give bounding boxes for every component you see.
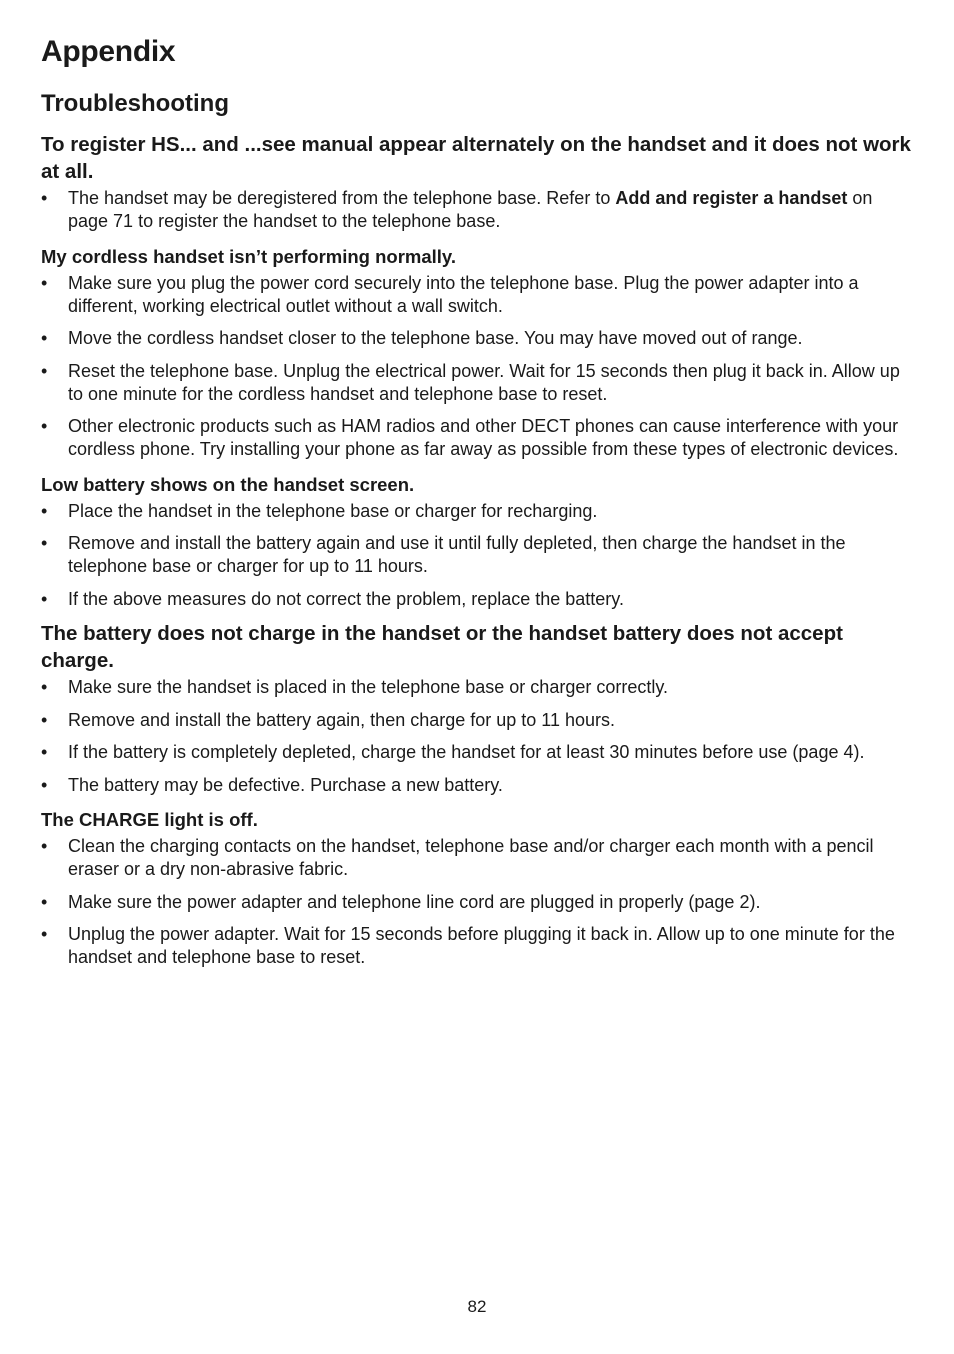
item-text: The handset may be deregistered from the telephone base. Refer to	[68, 188, 616, 208]
bullet-icon: •	[41, 500, 48, 521]
list-item	[41, 415, 916, 461]
list-item	[41, 187, 916, 233]
troubleshoot-section-register	[41, 131, 916, 233]
bullet-list	[41, 272, 916, 462]
bullet-icon: •	[41, 188, 48, 208]
item-text: Unplug the power adapter. Wait for 15 seconds before plugging it back in. Allow up to one minute for the handset and telephone base to reset.	[68, 924, 895, 967]
bullet-icon: •	[41, 709, 48, 730]
list-item	[41, 588, 916, 611]
section-title: My cordless handset isn’t performing normally.	[41, 245, 456, 267]
item-text: on page 71 to register the handset to the telephone base.	[68, 188, 873, 231]
bullet-icon: •	[41, 774, 48, 795]
list-item	[41, 360, 916, 406]
item-text: Make sure the power adapter and telephone line cord are plugged in properly (page 2).	[68, 891, 761, 912]
troubleshoot-section-charge-light	[41, 806, 916, 969]
item-text: Move the cordless handset closer to the telephone base. You may have moved out of range.	[68, 328, 803, 348]
item-text: If the above measures do not correct the problem, replace the battery.	[68, 588, 624, 609]
item-text: Place the handset in the telephone base or charger for recharging.	[68, 500, 598, 521]
list-item	[41, 272, 916, 318]
bullet-list	[41, 187, 916, 233]
bullet-list	[41, 676, 916, 797]
item-text: Remove and install the battery again, then charge for up to 11 hours.	[68, 709, 616, 730]
list-item	[41, 923, 916, 969]
list-item	[41, 532, 916, 578]
bullet-icon: •	[41, 533, 48, 553]
list-item	[41, 676, 916, 699]
section-title: To register HS... and ...see manual appear alternately on the handset and it does not work at all.	[41, 133, 911, 183]
list-item	[41, 835, 916, 881]
section-title: The battery does not charge in the handset or the handset battery does not accept charge.	[41, 622, 843, 672]
item-text: Remove and install the battery again and use it until fully depleted, then charge the handset in the telephone base or charger for up to 11 hours.	[68, 533, 846, 576]
troubleshoot-section-handset	[41, 243, 916, 462]
item-text: If the battery is completely depleted, charge the handset for at least 30 minutes before use (page 4).	[68, 742, 865, 762]
list-item	[41, 741, 916, 764]
list-item	[41, 327, 916, 350]
bullet-icon: •	[41, 360, 48, 381]
list-item	[41, 774, 916, 797]
bullet-icon: •	[41, 328, 48, 348]
item-text: Make sure you plug the power cord securely into the telephone base. Plug the power adapter into a different, working electrical outlet without a wall switch.	[68, 272, 859, 316]
page-title: Appendix	[41, 35, 176, 68]
bullet-icon: •	[41, 416, 48, 436]
section-heading: Troubleshooting	[41, 90, 229, 117]
section-title: Low battery shows on the handset screen.	[41, 473, 415, 495]
item-text: Other electronic products such as HAM radios and other DECT phones can cause interference with your cordless phone. Try installing your phone as far away as possible from these types of electronic devices.	[68, 416, 899, 459]
bullet-list	[41, 500, 916, 611]
item-text: Clean the charging contacts on the handset, telephone base and/or charger each month with a pencil eraser or a dry non-abrasive fabric.	[68, 836, 874, 879]
bullet-icon: •	[41, 924, 48, 944]
bullet-icon: •	[41, 836, 48, 856]
item-text: Make sure the handset is placed in the telephone base or charger correctly.	[68, 677, 669, 697]
bullet-icon: •	[41, 891, 48, 912]
list-item	[41, 500, 916, 523]
list-item	[41, 891, 916, 914]
list-item	[41, 709, 916, 732]
bullet-icon: •	[41, 588, 48, 609]
bullet-icon: •	[41, 272, 48, 293]
page-number: 82	[467, 1297, 487, 1316]
item-text: Reset the telephone base. Unplug the electrical power. Wait for 15 seconds then plug it back in. Allow up to one minute for the cordless handset and telephone base to reset.	[68, 360, 900, 404]
troubleshooting-content	[41, 131, 916, 979]
item-text: The battery may be defective. Purchase a new battery.	[68, 774, 503, 795]
bullet-icon: •	[41, 742, 48, 762]
troubleshoot-section-no-charge	[41, 620, 916, 797]
bullet-icon: •	[41, 677, 48, 697]
bullet-list	[41, 835, 916, 969]
section-title: The CHARGE light is off.	[41, 809, 258, 830]
item-bold-ref: Add and register a handset	[615, 188, 848, 208]
troubleshoot-section-low-battery	[41, 471, 916, 611]
